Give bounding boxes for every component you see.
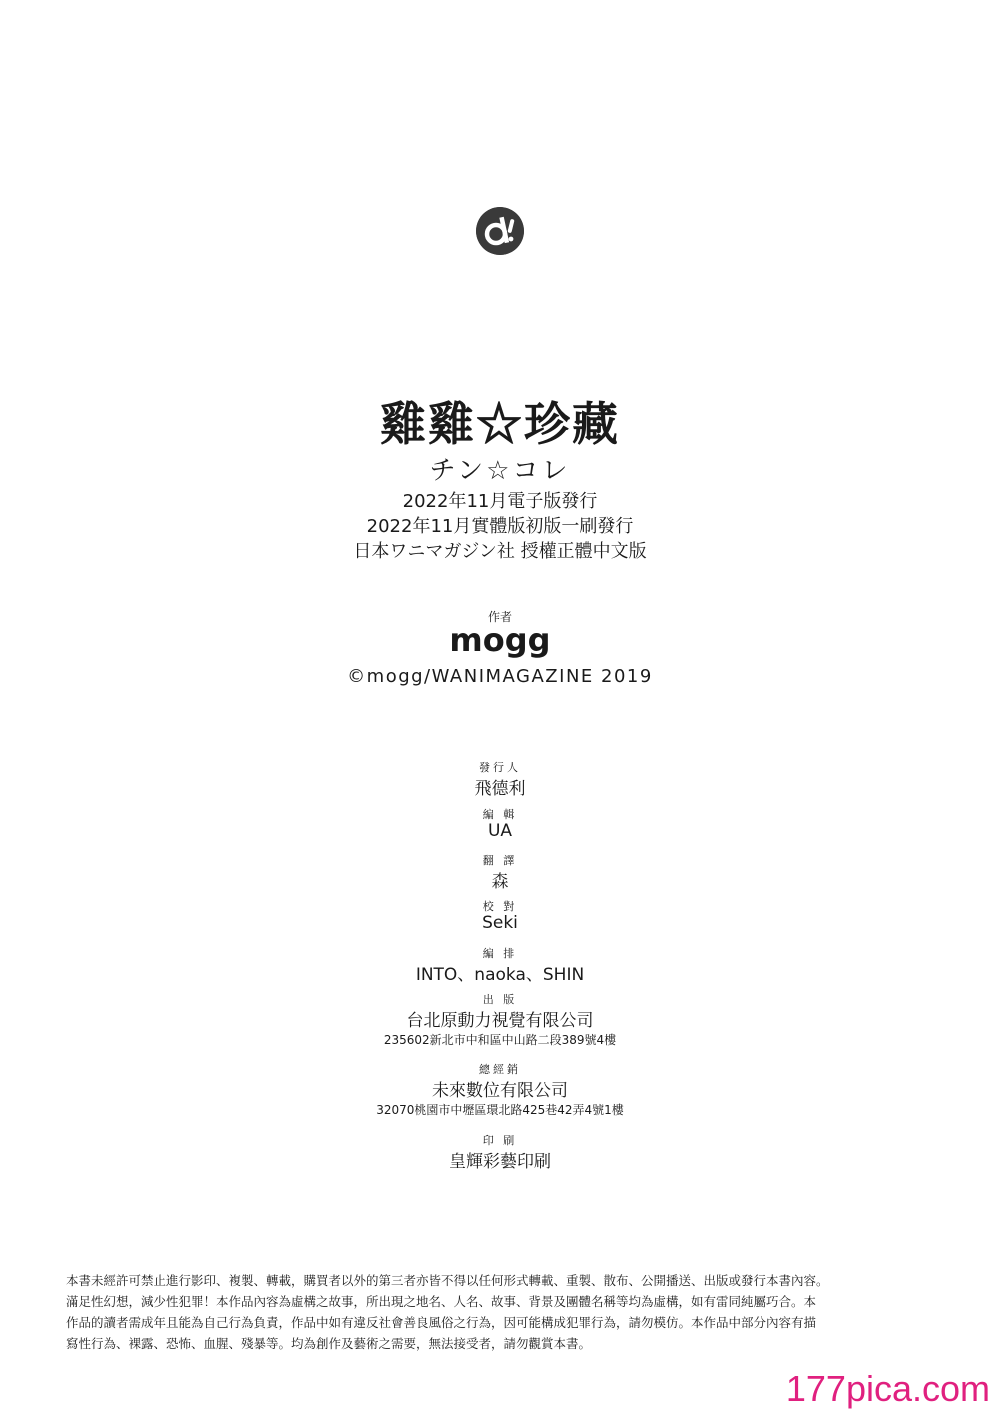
credit-label: 總經銷 [479, 1063, 521, 1076]
publication-line: 2022年11月實體版初版一刷發行 [366, 516, 634, 537]
watermark: 177pica.com [785, 1368, 990, 1409]
credit-address: 235602新北市中和區中山路二段389號4樓 [383, 1033, 617, 1047]
author-name: mogg [449, 621, 551, 659]
book-subtitle: チン☆コレ [429, 456, 571, 486]
credit-label: 翻 譯 [482, 854, 518, 867]
credit-value: UA [487, 821, 513, 841]
credit-value: 台北原動力視覺有限公司 [406, 1011, 594, 1031]
notice-line: 滿足性幻想，減少性犯罪！本作品內容為虛構之故事，所出現之地名、人名、故事、背景及團體名稱等均為虛構，如有雷同純屬巧合。本 [66, 1294, 817, 1309]
book-title: 雞雞☆珍藏 [380, 397, 620, 451]
notice-line: 作品的讀者需成年且能為自己行為負責，作品中如有違反社會善良風俗之行為，因可能構成犯罪行為，請勿模仿。本作品中部分內容有描 [66, 1315, 817, 1330]
credit-label: 編 排 [482, 947, 518, 960]
notice-line: 本書未經許可禁止進行影印、複製、轉載，購買者以外的第三者亦皆不得以任何形式轉載、重製、散布、公開播送、出版或發行本書內容。 [66, 1273, 829, 1288]
d-logo-icon [476, 207, 524, 255]
credit-value: 森 [491, 872, 509, 892]
publication-line: 日本ワニマガジン社 授權正體中文版 [353, 541, 647, 562]
credit-value: Seki [482, 913, 518, 933]
publication-line: 2022年11月電子版發行 [402, 491, 598, 512]
credit-value: 皇輝彩藝印刷 [449, 1152, 551, 1172]
copyright-notice: ©mogg/WANIMAGAZINE 2019 [347, 666, 653, 687]
credit-value: INTO、naoka、SHIN [415, 965, 585, 985]
notice-line: 寫性行為、裸露、恐怖、血腥、殘暴等。均為創作及藝術之需要，無法接受者，請勿觀賞本書。 [66, 1336, 592, 1351]
credit-label: 印 刷 [482, 1134, 518, 1147]
credit-label: 校 對 [482, 900, 518, 913]
legal-notice [66, 1270, 946, 1354]
credit-label: 發行人 [479, 761, 521, 774]
credit-label: 編 輯 [482, 808, 518, 821]
credit-value: 飛德利 [474, 779, 526, 799]
credit-address: 32070桃園市中壢區環北路425巷42弄4號1樓 [376, 1103, 624, 1117]
credit-label: 出 版 [482, 993, 518, 1006]
publisher-logo [476, 207, 524, 255]
author-label: 作者 [487, 610, 512, 624]
credit-value: 未來數位有限公司 [432, 1081, 568, 1101]
